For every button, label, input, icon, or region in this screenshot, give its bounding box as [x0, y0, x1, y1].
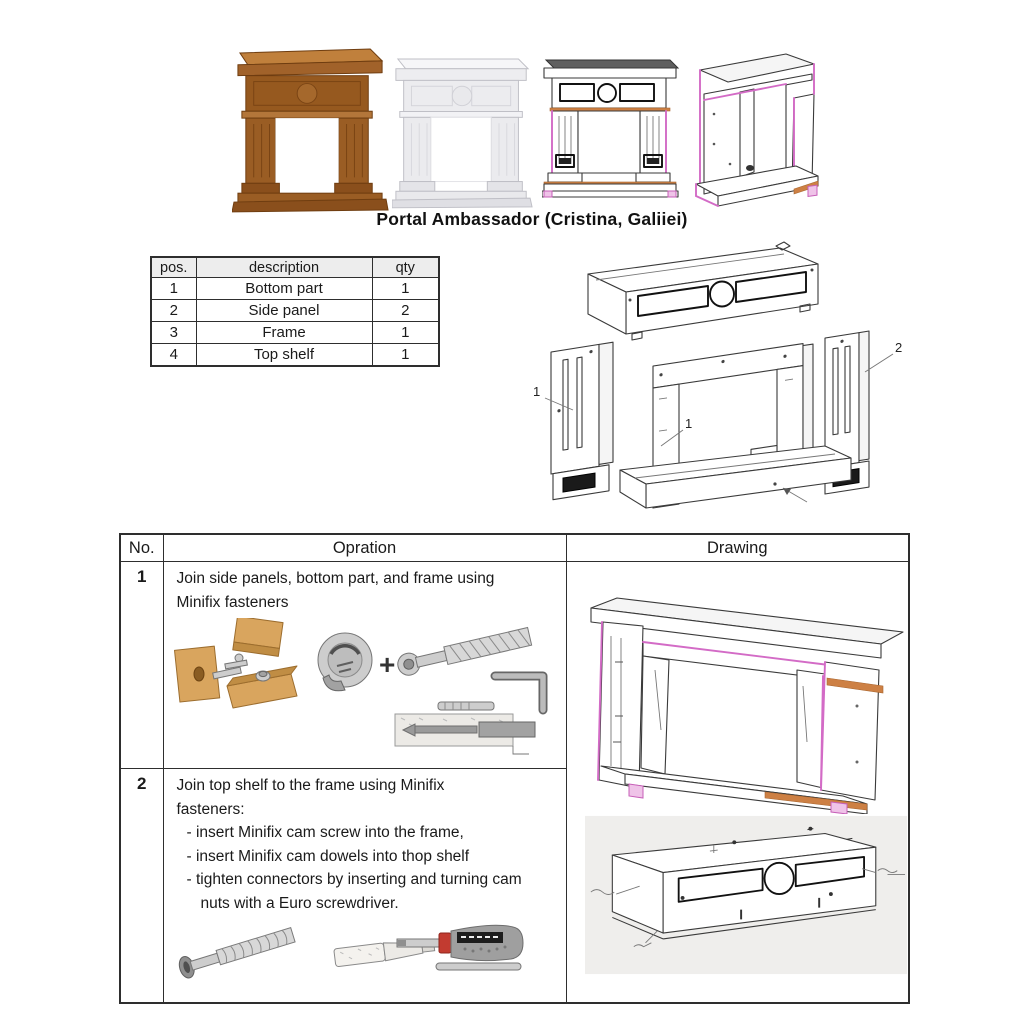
- exploded-label-right-panel: 2: [895, 340, 903, 355]
- product-view-white: [392, 50, 534, 210]
- ops-header-no: No.: [120, 534, 163, 562]
- parts-row: [151, 322, 439, 344]
- step-2-bullet: - insert Minifix cam dowels into thop shelf: [186, 847, 470, 865]
- part-qty: 1: [372, 278, 439, 300]
- minifix-joint-diagram: [174, 618, 296, 708]
- step-2-bullet: - tighten connectors by inserting and turning cam: [186, 871, 522, 888]
- minifix-cam-lock: [318, 633, 372, 691]
- product-view-line-front: [542, 52, 680, 198]
- drawing-cell: [566, 562, 909, 1004]
- part-description: Side panel: [196, 300, 372, 322]
- exploded-assembly-diagram: [525, 240, 925, 515]
- step-number: 2: [120, 769, 163, 1004]
- parts-table: [150, 256, 440, 367]
- step-2-text-line: fasteners:: [176, 800, 245, 818]
- exploded-label-left-panel: 1: [533, 384, 541, 399]
- part-qty: 1: [372, 344, 439, 367]
- step-1-drawing: [585, 566, 905, 814]
- step-1-text-line: Minifix fasteners: [176, 593, 289, 611]
- exploded-label-frame: 1: [685, 416, 693, 431]
- threaded-pin: [438, 702, 494, 710]
- part-pos: 2: [151, 300, 196, 322]
- product-view-wood: [232, 42, 390, 214]
- plus-sign: +: [378, 649, 395, 680]
- step-1-operation: [163, 562, 566, 769]
- step-number: 1: [120, 562, 163, 769]
- product-title: Portal Ambassador (Cristina, Galiiei): [376, 209, 688, 229]
- spare-rod: [436, 963, 521, 970]
- part-pos: 1: [151, 278, 196, 300]
- part-pos: 3: [151, 322, 196, 344]
- parts-header-description: description: [196, 257, 372, 278]
- parts-header-pos: pos.: [151, 257, 196, 278]
- minifix-fastener-set-illustration: [173, 618, 558, 758]
- part-description: Top shelf: [196, 344, 372, 367]
- parts-row: [151, 278, 439, 300]
- allen-key: [495, 676, 543, 710]
- minifix-dowel-screw: [395, 626, 531, 678]
- operations-table: [119, 533, 910, 1004]
- euro-screwdriver: [397, 925, 523, 960]
- part-description: Bottom part: [196, 278, 372, 300]
- part-description: Frame: [196, 322, 372, 344]
- operation-row-1: [120, 562, 909, 769]
- left-side-panel-part: [551, 342, 613, 500]
- parts-row: [151, 344, 439, 367]
- step-2-bullet-continuation: nuts with a Euro screwdriver.: [200, 894, 399, 912]
- dowel-insert-diagram: [395, 714, 535, 754]
- step-2-bullet: - insert Minifix cam screw into the frame,: [186, 824, 464, 841]
- step-2-drawing: [585, 814, 907, 976]
- step-2-operation: [163, 769, 566, 1004]
- part-qty: 2: [372, 300, 439, 322]
- parts-row: [151, 300, 439, 322]
- product-view-line-rear: [690, 44, 822, 212]
- step-2-text-line: Join top shelf to the frame using Minifix: [176, 777, 445, 794]
- part-pos: 4: [151, 344, 196, 367]
- step-1-text-line: Join side panels, bottom part, and frame using: [176, 570, 495, 587]
- top-shelf-part: [588, 242, 818, 340]
- part-qty: 1: [372, 322, 439, 344]
- ops-header-drawing: Drawing: [566, 534, 909, 562]
- cam-screw-and-screwdriver-illustration: [171, 917, 546, 983]
- minifix-cam-bolt: [176, 924, 295, 980]
- ops-header-operation: Opration: [163, 534, 566, 562]
- parts-header-qty: qty: [372, 257, 439, 278]
